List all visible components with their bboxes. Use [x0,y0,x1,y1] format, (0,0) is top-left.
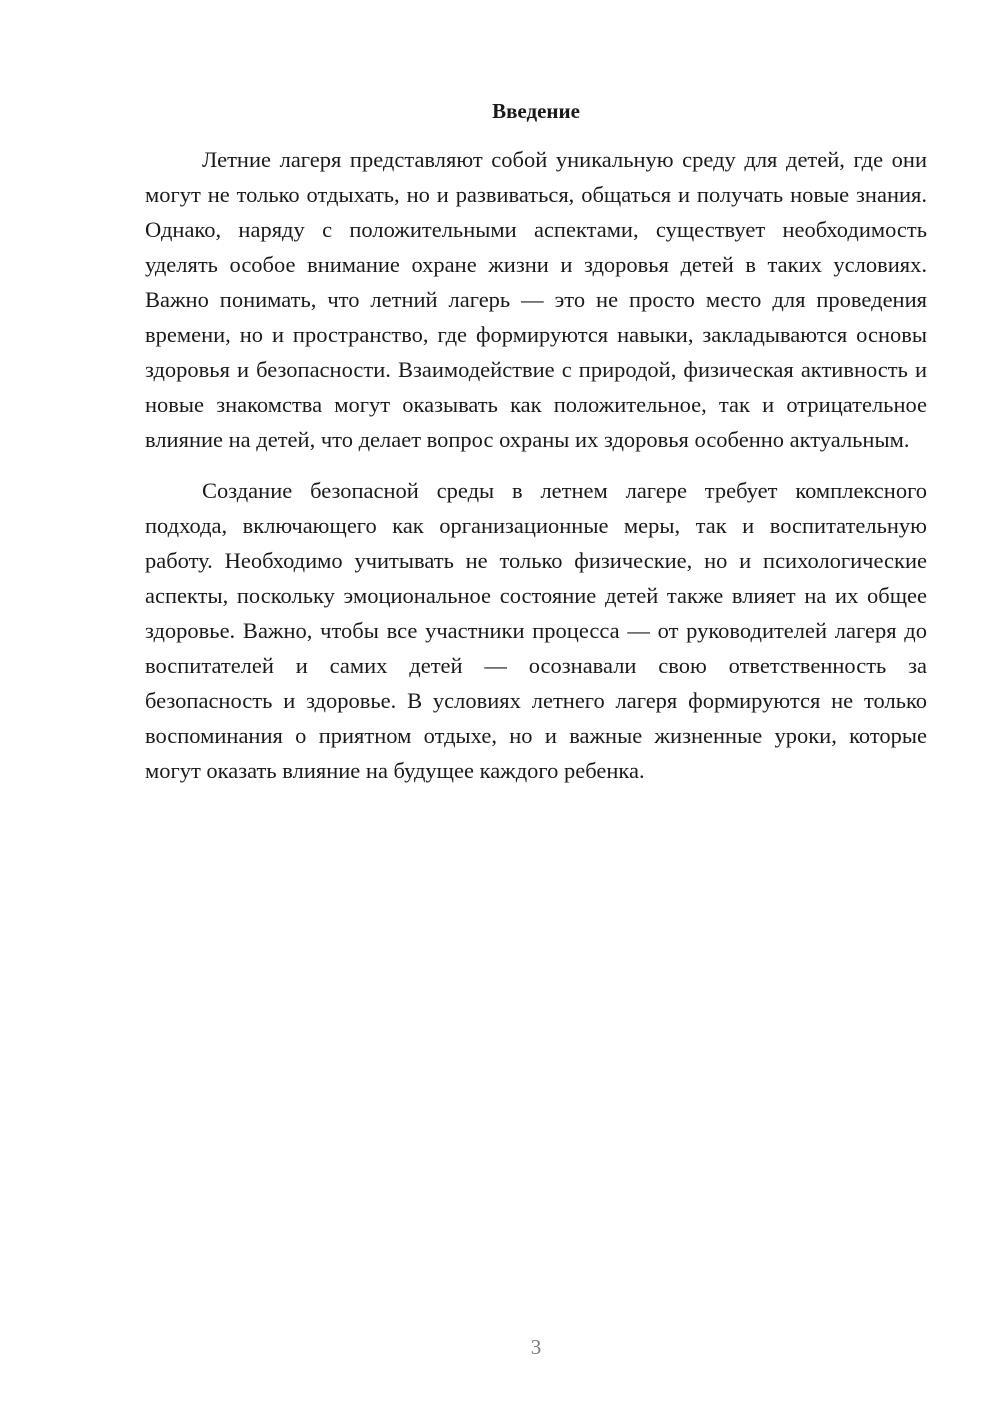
paragraph-2: Создание безопасной среды в летнем лагере требует комплексного подхода, включающего как организационные меры, так и воспитательную работу. Необходимо учитывать не только физические, но и психологические аспекты, поскольку эмоциональное состояние детей также влияет на их общее здоровье. Важно, чтобы все участники процесса — от руководителей лагеря до воспитателей и самих детей — осознавали свою ответственность за безопасность и здоровье. В условиях летнего лагеря формируются не только воспоминания о приятном отдыхе, но и важные жизненные уроки, которые могут оказать влияние на будущее каждого ребенка. [145,478,927,783]
section-heading: Введение [492,99,580,123]
paragraph-1: Летние лагеря представляют собой уникальную среду для детей, где они могут не только отдыхать, но и развиваться, общаться и получать новые знания. Однако, наряду с положительными аспектами, существует необходимость уделять особое внимание охране жизни и здоровья детей в таких условиях. Важно понимать, что летний лагерь — это не просто место для проведения времени, но и пространство, где формируются навыки, закладываются основы здоровья и безопасности. Взаимодействие с природой, физическая активность и новые знакомства могут оказывать как положительное, так и отрицательное влияние на детей, что делает вопрос охраны их здоровья особенно актуальным. [145,147,927,452]
page-number: 3 [530,1335,542,1359]
document-body [145,142,927,804]
